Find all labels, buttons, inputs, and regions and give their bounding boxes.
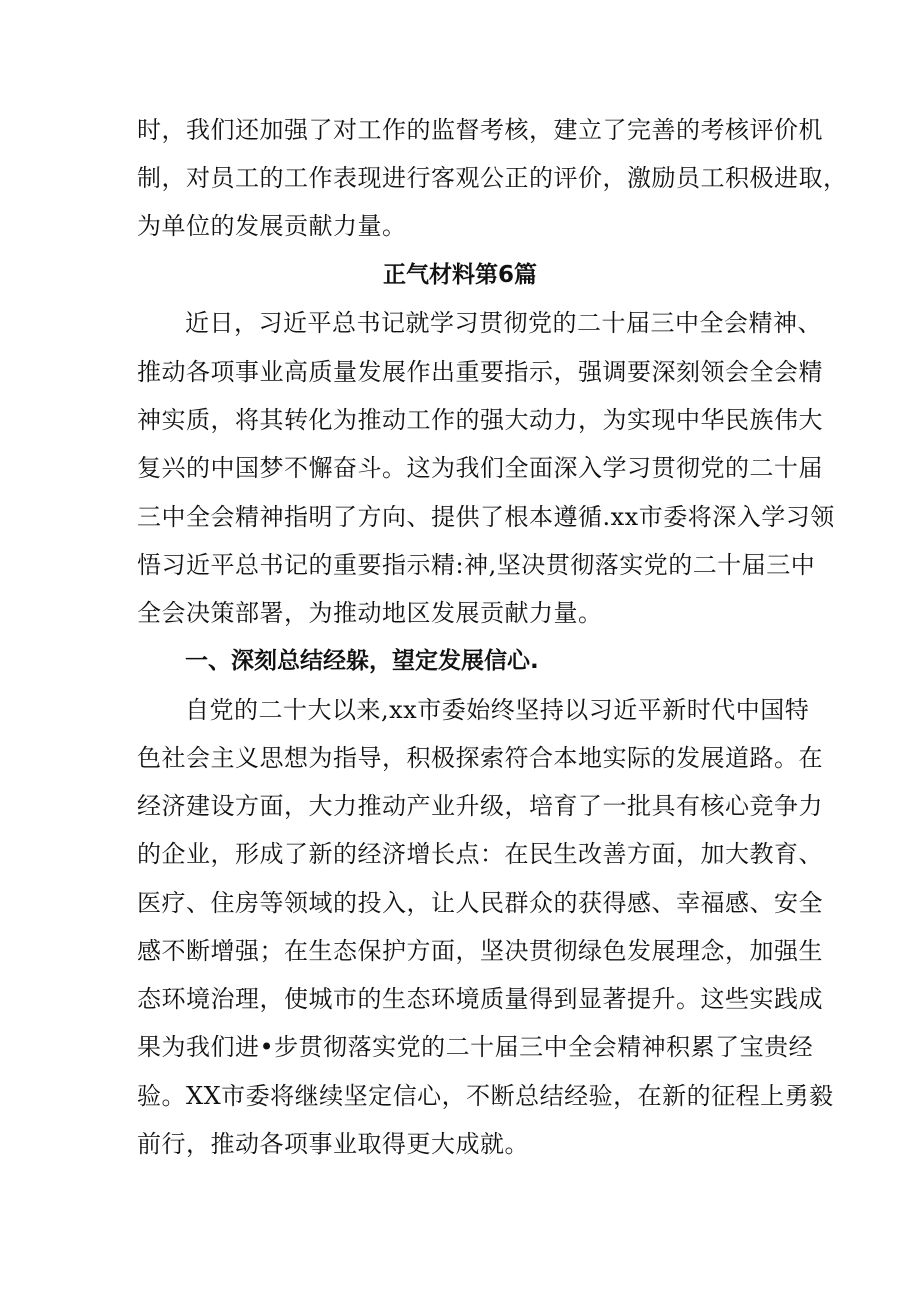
paragraph2-line-7: 态环境治理，使城市的生态环境质量得到显著提升。这些实践成 — [137, 985, 823, 1013]
paragraph2-line-2: 色社会主义思想为指导，积极探索符合本地实际的发展道路。在 — [137, 744, 823, 772]
intro-line-1: 时，我们还加强了对工作的监督考核，建立了完善的考核评价机 — [137, 116, 823, 144]
paragraph2-line-9: 验。XX市委将继续坚定信心，不断总结经验，在新的征程上勇毅 — [137, 1082, 834, 1110]
paragraph1-line-6: 悟习近平总书记的重要指示精:神,坚决贯彻落实党的二十届三中 — [137, 551, 816, 579]
paragraph2-line-3: 经济建设方面，大力推动产业升级，培育了一批具有核心竞争力 — [137, 792, 823, 820]
paragraph1-line-7: 全会决策部署，为推动地区发展贡献力量。 — [137, 599, 603, 627]
paragraph1-line-3: 神实质，将其转化为推动工作的强大动力，为实现中华民族伟大 — [137, 406, 823, 434]
paragraph2-line-10: 前行，推动各项事业取得更大成就。 — [137, 1130, 529, 1158]
paragraph2-line-1: 自党的二十大以来,xx市委始终坚持以习近平新时代中国特 — [185, 696, 810, 724]
paragraph1-line-1: 近日，习近平总书记就学习贯彻党的二十届三中全会精神、 — [185, 309, 822, 337]
paragraph2-line-5: 医疗、住房等领域的投入，让人民群众的获得感、幸福感、安全 — [137, 889, 823, 917]
paragraph1-line-2: 推动各项事业高质量发展作出重要指示，强调要深刻领会全会精 — [137, 358, 823, 386]
paragraph1-line-5: 三中全会精神指明了方向、提供了根本遵循.xx市委将深入学习领 — [137, 503, 835, 531]
paragraph2-line-6: 感不断增强；在生态保护方面，坚决贯彻绿色发展理念，加强生 — [137, 937, 823, 965]
section-title: 正气材料第6篇 — [382, 262, 537, 288]
paragraph1-line-4: 复兴的中国梦不懈奋斗。这为我们全面深入学习贯彻党的二十届 — [137, 454, 823, 482]
paragraph2-line-8: 果为我们进•步贯彻落实党的二十届三中全会精神积累了宝贵经 — [137, 1033, 814, 1061]
paragraph2-line-4: 的企业，形成了新的经济增长点：在民生改善方面，加大教育、 — [137, 840, 823, 868]
intro-line-2: 制，对员工的工作表现进行客观公正的评价，激励员工积极进取， — [137, 164, 848, 192]
section-heading-1: 一、深刻总结经躲，望定发展信心. — [185, 648, 539, 674]
intro-line-3: 为单位的发展贡献力量。 — [137, 212, 407, 240]
